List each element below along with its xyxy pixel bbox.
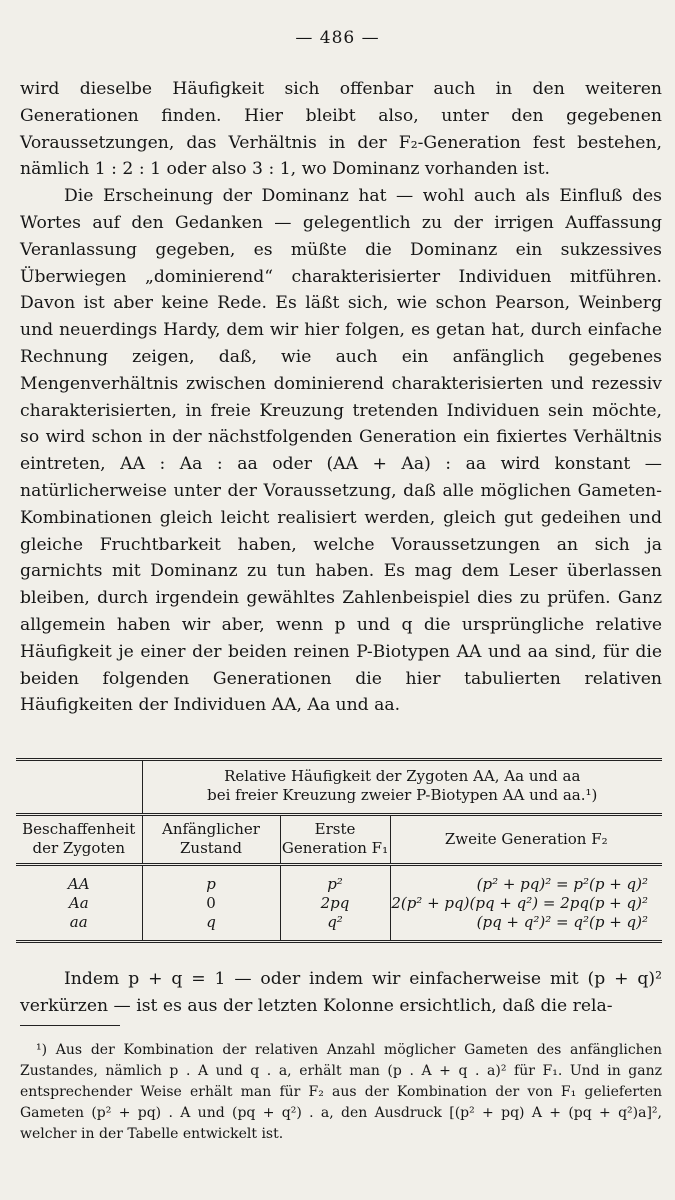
continuation-text: [20, 966, 662, 1020]
table-caption-row: [16, 761, 662, 815]
cell-f1: p²: [327, 875, 343, 893]
zygote-frequency-table: [16, 758, 662, 943]
main-text: [20, 76, 662, 719]
col-header-f2: Zweite Generation F₂: [390, 815, 662, 865]
table-row: [16, 913, 662, 942]
cell-f2: (p² + pq)² = p²(p + q)²: [476, 875, 648, 893]
page-number: — 486 —: [295, 28, 380, 48]
paragraph-3: Indem p + q = 1 — oder indem wir einfacherweise mit (p + q)² verkürzen — ist es aus der letzten Kolonne ersichtlich, daß die rela-: [20, 969, 662, 1016]
cell-initial: q: [206, 913, 216, 931]
col-header-f1: Erste Generation F₁: [280, 815, 390, 865]
cell-f1: 2pq: [320, 894, 350, 912]
paragraph-1: wird dieselbe Häufigkeit sich offenbar auch in den weiteren Generationen finden. Hier bleibt also, unter den gegebenen Voraussetzungen, das Verhältnis in der F₂-Generation fest bestehen, nämlich 1 : 2 : 1 oder also 3 : 1, wo Dominanz vorhanden ist.: [20, 79, 662, 180]
col-header-initial: Anfänglicher Zustand: [142, 815, 280, 865]
table-caption-line-1: Relative Häufigkeit der Zygoten AA, Aa und aa: [224, 767, 581, 785]
table-row: [16, 894, 662, 913]
cell-initial: 0: [206, 894, 216, 912]
cell-initial: p: [206, 875, 216, 893]
cell-zygote: AA: [67, 875, 90, 893]
cell-zygote: aa: [69, 913, 88, 931]
cell-f2: 2(p² + pq)(pq + q²) = 2pq(p + q)²: [391, 894, 648, 912]
table-caption-line-2: bei freier Kreuzung zweier P-Biotypen AA und aa.¹): [207, 786, 598, 804]
footnote-rule: [20, 1025, 120, 1026]
table-caption: [142, 761, 662, 815]
footnote-text: ¹) Aus der Kombination der relativen Anzahl möglicher Gameten des anfänglichen Zustandes, nämlich p . A und q . a, erhält man (p . A + q . a)² für F₁. Und in ganz entsprechender Weise erhält man für F₂ aus der Kombination der von F₁ gelieferten Gameten (p² + pq) . A und (pq + q²) . a, den Ausdruck [(p² + pq) A + (pq + q²)a]², welcher in der Tabelle entwickelt ist.: [20, 1042, 662, 1142]
table-row: [16, 865, 662, 895]
cell-f1: q²: [327, 913, 343, 931]
paragraph-2: Die Erscheinung der Dominanz hat — wohl auch als Einfluß des Wortes auf den Gedanken — gelegentlich zu der irrigen Auffassung Veranlassung gegeben, es müßte die Dominanz ein sukzessives Überwiegen „dominierend“ charakterisierter Individuen mitführen. Davon ist aber keine Rede. Es läßt sich, wie schon Pearson, Weinberg und neuerdings Hardy, dem wir hier folgen, es getan hat, durch einfache Rechnung zeigen, daß, wie auch ein anfänglich gegebenes Mengenverhältnis zwischen dominierend charakterisierten und rezessiv charakterisierten, in freie Kreuzung tretenden Individuen sein möchte, so wird schon in der nächstfolgenden Generation ein fixiertes Verhältnis eintreten, AA : Aa : aa oder (AA + Aa) : aa wird konstant — natürlicherweise unter der Voraussetzung, daß alle möglichen Gameten-Kombinationen gleich leicht realisiert werden, gleich gut gedeihen und gleiche Fruchtbarkeit haben, welche Voraussetzungen an sich ja garnichts mit Dominanz zu tun haben. Es mag dem Leser überlassen bleiben, durch irgendein gewähltes Zahlenbeispiel dies zu prüfen. Ganz allgemein haben wir aber, wenn p und q die ursprüngliche relative Häufigkeit je einer der beiden reinen P-Biotypen AA und aa sind, für die beiden folgenden Generationen die hier tabulierten relativen Häufigkeiten der Individuen AA, Aa und aa.: [20, 186, 662, 716]
table-header-row: [16, 815, 662, 865]
col-header-zygote: Beschaffenheit der Zygoten: [16, 815, 142, 865]
cell-f2: (pq + q²)² = q²(p + q)²: [476, 913, 648, 931]
footnote: [20, 1040, 662, 1145]
cell-zygote: Aa: [68, 894, 89, 912]
